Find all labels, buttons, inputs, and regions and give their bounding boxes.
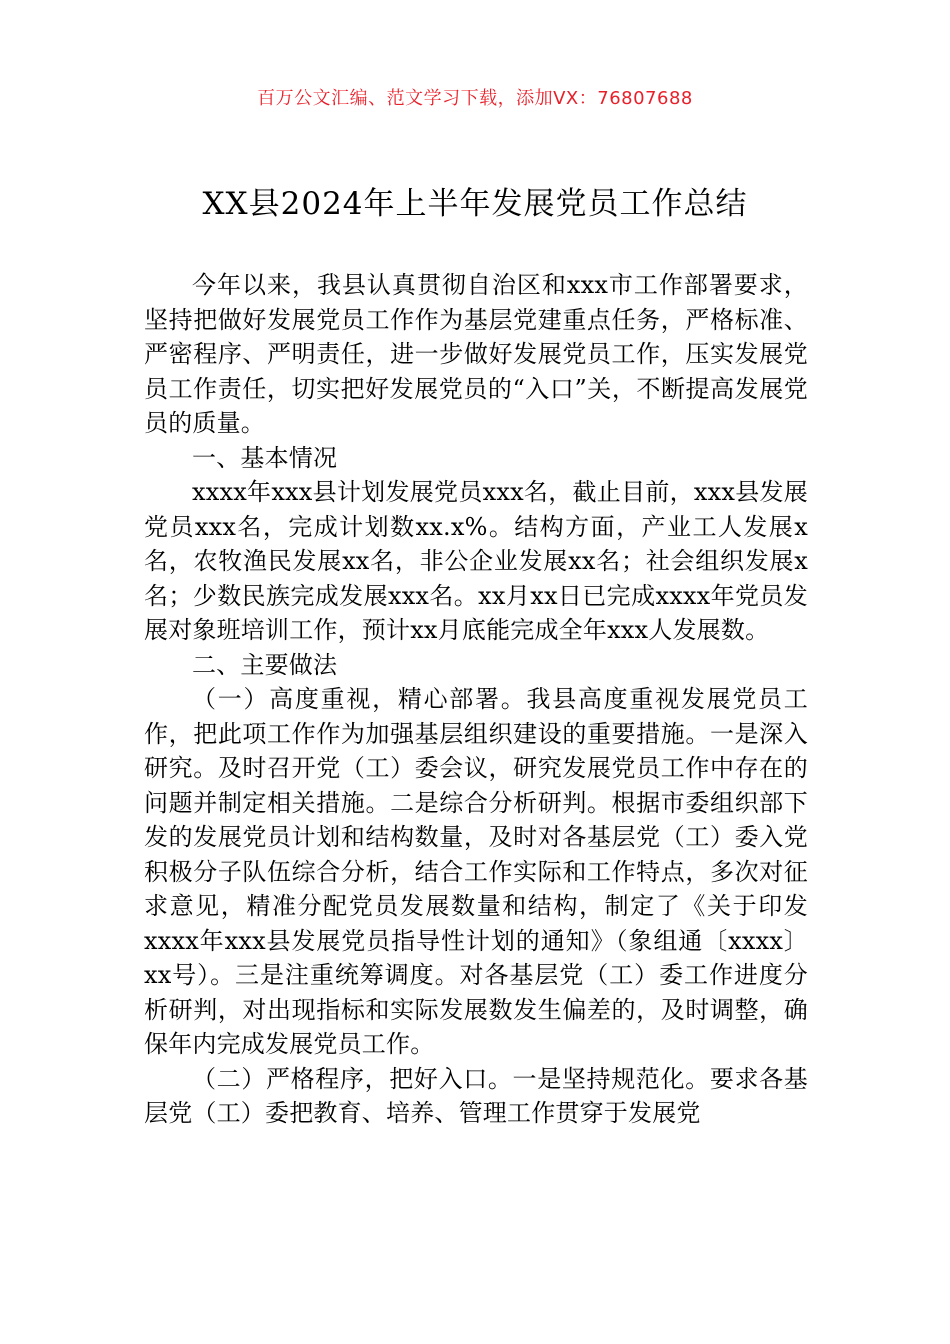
document-body <box>144 268 808 1131</box>
basic-situation-paragraph: xxxx年xxx县计划发展党员xxx名，截止目前，xxx县发展党员xxx名，完成计划数xx.x%。结构方面，产业工人发展x名，农牧渔民发展xx名，非公企业发展xx名；社会组织发展x名；少数民族完成发展xxx名。xx月xx日已完成xxxx年党员发展对象班培训工作，预计xx月底能完成全年xxx人发展数。 <box>144 478 808 644</box>
section-heading-basic-situation: 一、基本情况 <box>192 443 338 472</box>
document-title: XX县2024年上半年发展党员工作总结 <box>202 186 748 222</box>
practice-paragraph-1: （一）高度重视，精心部署。我县高度重视发展党员工作，把此项工作作为加强基层组织建设的重要措施。一是深入研究。及时召开党（工）委会议，研究发展党员工作中存在的问题并制定相关措施。二是综合分析研判。根据市委组织部下发的发展党员计划和结构数量，及时对各基层党（工）委入党积极分子队伍综合分析，结合工作实际和工作特点，多次对征求意见，精准分配党员发展数量和结构，制定了《关于印发xxxx年xxx县发展党员指导性计划的通知》（象组通〔xxxx〕xx号）。三是注重统筹调度。对各基层党（工）委工作进度分析研判，对出现指标和实际发展数发生偏差的，及时调整，确保年内完成发展党员工作。 <box>144 685 808 1058</box>
practice-paragraph-2: （二）严格程序，把好入口。一是坚持规范化。要求各基层党（工）委把教育、培养、管理工作贯穿于发展党 <box>144 1064 808 1127</box>
section-heading-main-practices: 二、主要做法 <box>192 650 338 679</box>
intro-paragraph: 今年以来，我县认真贯彻自治区和xxx市工作部署要求，坚持把做好发展党员工作作为基层党建重点任务，严格标准、严密程序、严明责任，进一步做好发展党员工作，压实发展党员工作责任，切实把好发展党员的“入口”关，不断提高发展党员的质量。 <box>144 271 808 437</box>
promo-banner: 百万公文汇编、范文学习下载，添加VX：76807688 <box>257 88 693 109</box>
